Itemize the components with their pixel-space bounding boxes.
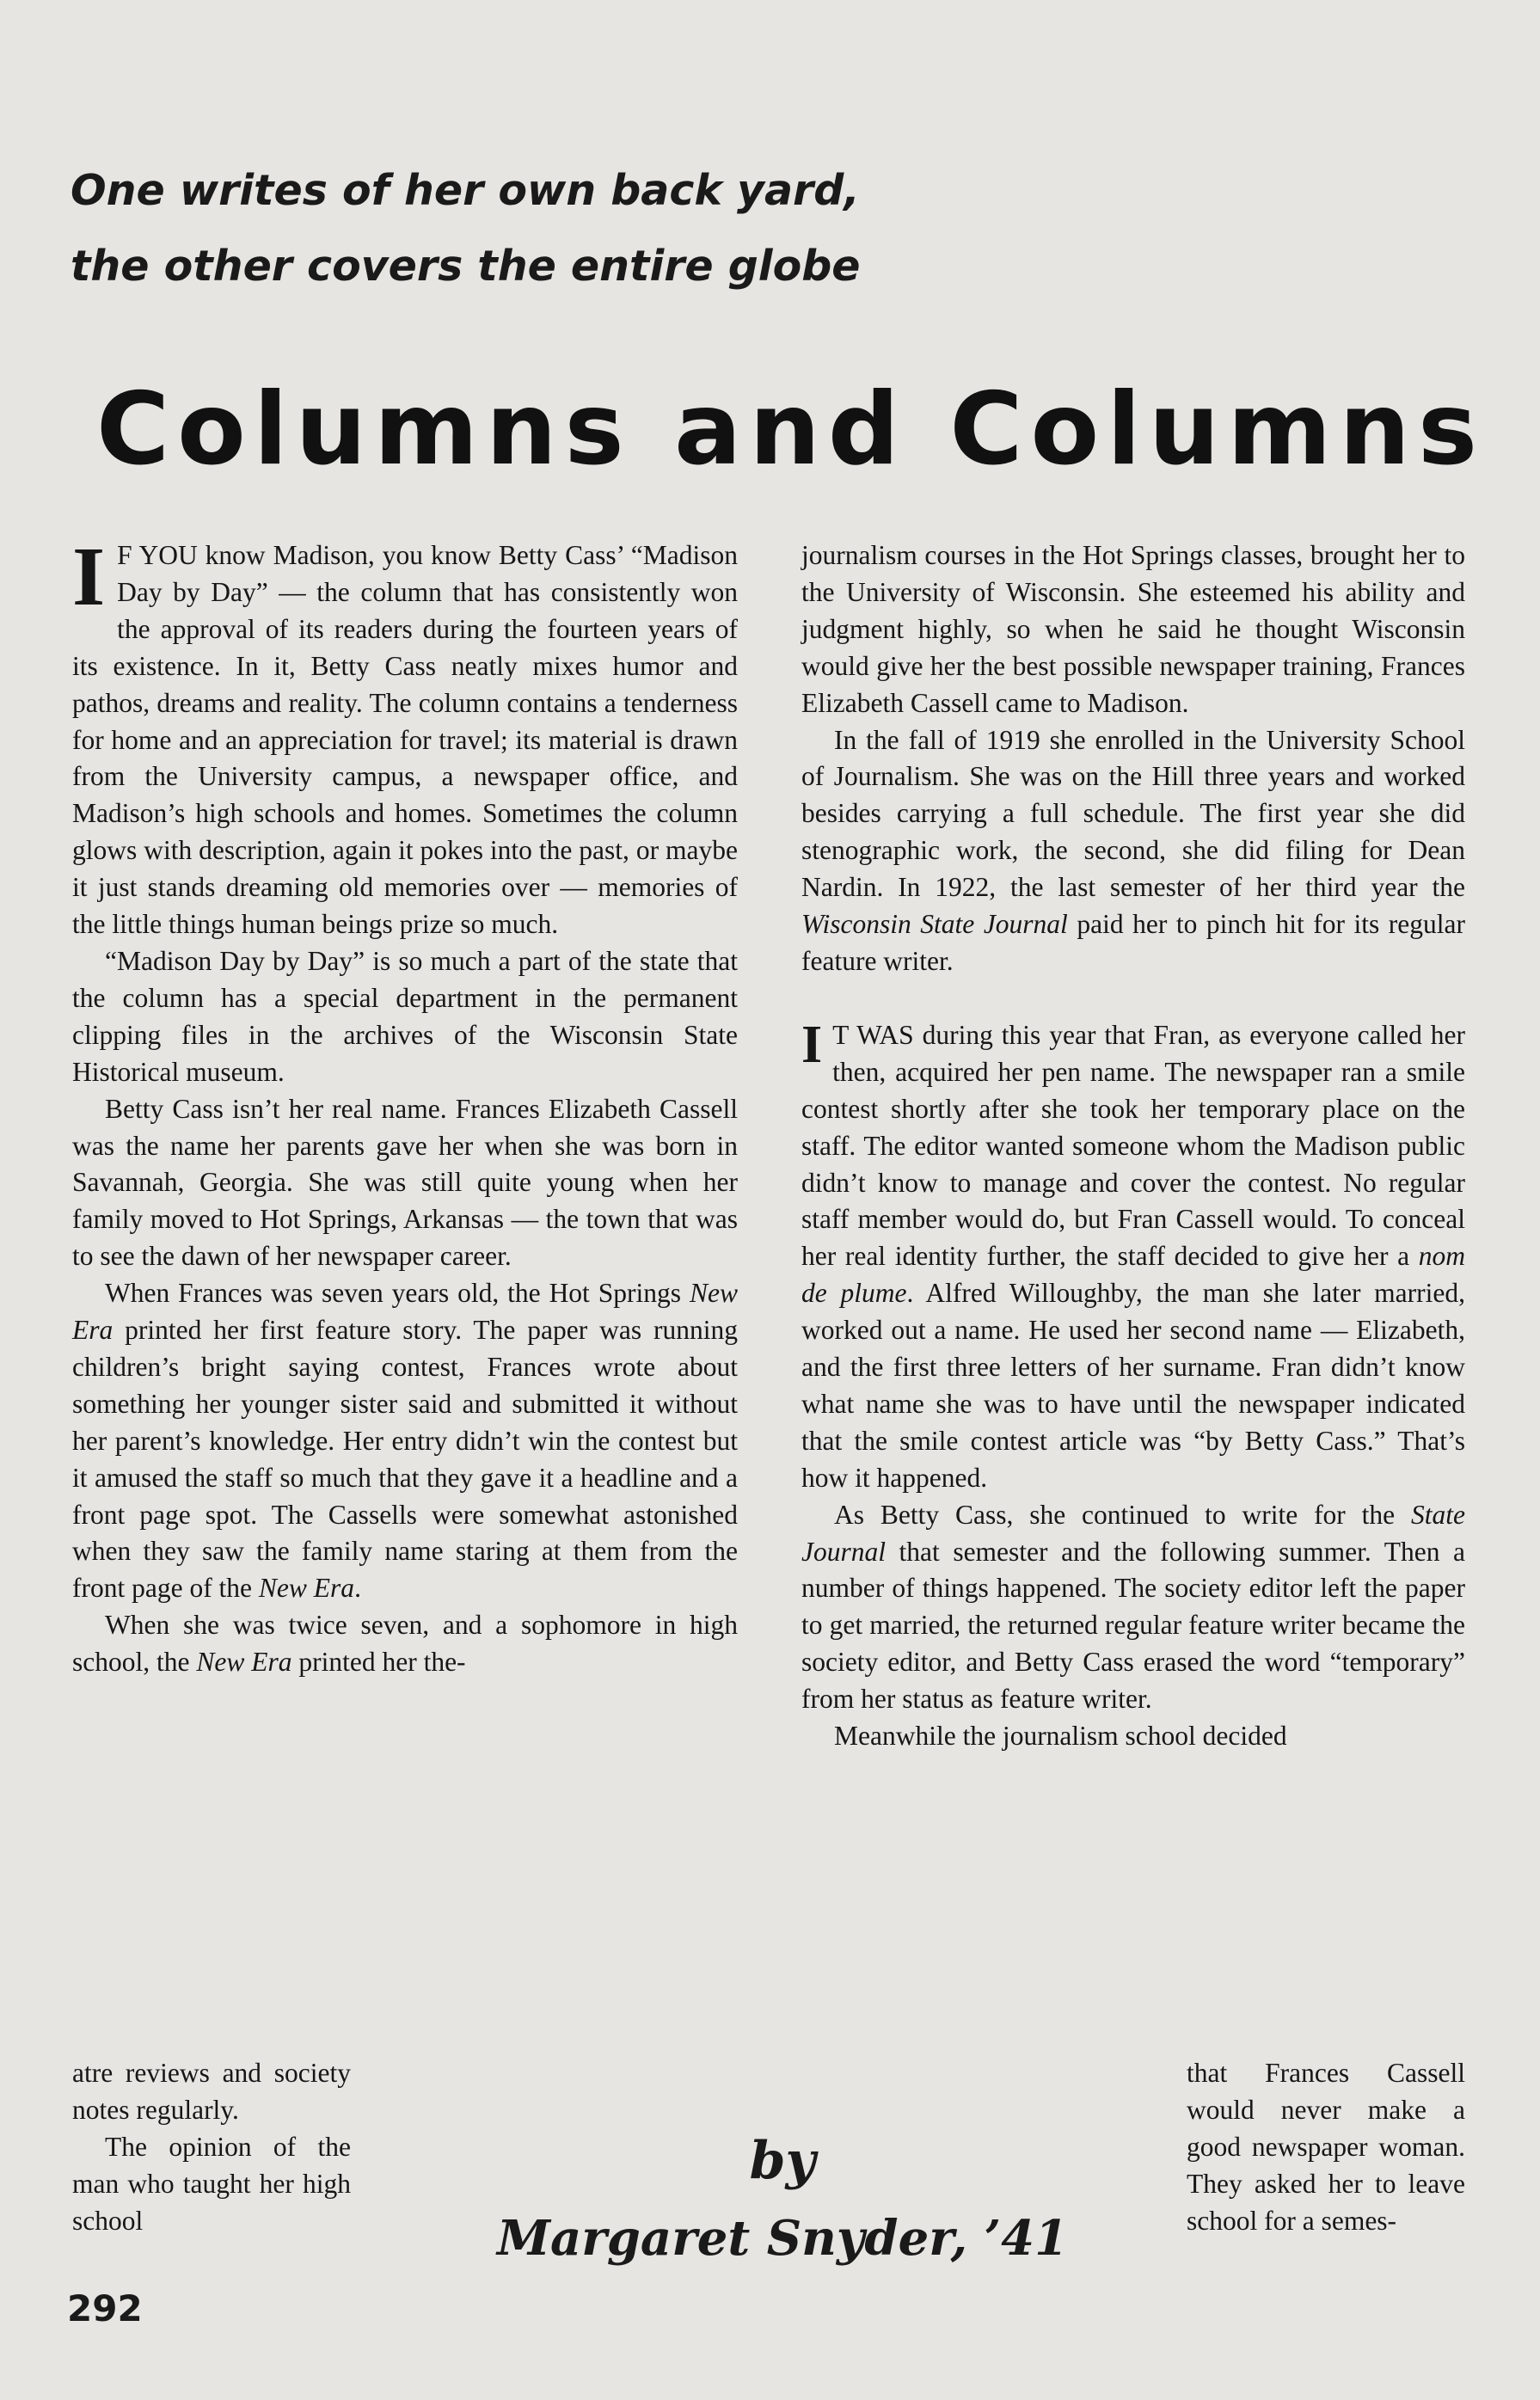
paragraph: I F YOU know Madison, you know Betty Cass’ “Madison Day by Day” — the column that has consistently won the approval of its readers during the fourteen years of its existence. In it, Betty Cass neatly mixes humor and pathos, dreams and reality. The column contains a tenderness for home and an appreciation for travel; its material is drawn from the University campus, a newspaper office, and Madison’s high schools and homes. Sometimes the column glows with description, again it pokes into the past, or maybe it just stands dreaming old memories over — memories of the little things human beings prize so much. [72, 531, 738, 940]
page-number: 292 [67, 2287, 143, 2329]
paragraph: journalism courses in the Hot Springs classes, brought her to the University of Wisconsin. She esteemed his ability and judgment highly, so when he said he thought Wisconsin would give her the best possible newspaper training, Frances Elizabeth Cassell came to Madison. [801, 540, 1465, 718]
drop-cap: I [801, 1015, 823, 1074]
paragraph: Betty Cass isn’t her real name. Frances Elizabeth Cassell was the name her parents gave her when she was born in Savannah, Georgia. She was still quite young when her family moved to Hot Springs, Arkansas — the town that was to see the dawn of her newspaper career. [72, 1093, 738, 1272]
paragraph: The opinion of the man who taught her high school [72, 2131, 351, 2236]
paragraph: Meanwhile the journalism school decided [834, 1721, 1287, 1752]
paragraph: In the fall of 1919 she enrolled in the University School of Journalism. She was on the Hill three years and worked besides carrying a full schedule. The first year she did stenographic work, the second, she did filing for Dean Nardin. In 1922, the last semester of her third year the Wisconsin State Journal paid her to pinch hit for its regular feature writer. [801, 724, 1465, 976]
paragraph: When Frances was seven years old, the Hot Springs New Era printed her first feature story. The paper was running children’s bright saying contest, Frances wrote about something her younger sister said and submitted it without her parent’s knowledge. Her entry didn’t win the contest but it amused the staff so much that they gave it a headline and a front page spot. The Cassells were somewhat astonished when they saw the family name staring at them from the front page of the New Era. [72, 1278, 738, 1604]
headline: Columns and Columns [96, 371, 1485, 488]
paragraph: When she was twice seven, and a sophomore in high school, the New Era printed her the- [72, 1610, 738, 1678]
drop-cap: I [72, 531, 106, 623]
paragraph: atre reviews and society notes regularly. [72, 2058, 351, 2125]
left-column [72, 531, 738, 1681]
kicker [71, 153, 1016, 304]
left-narrow-column [72, 2055, 351, 2240]
right-narrow-column [1187, 2055, 1465, 2240]
right-column [801, 537, 1465, 1755]
byline-by: by [749, 2131, 816, 2191]
paragraph: “Madison Day by Day” is so much a part of the state that the column has a special department in the permanent clipping files in the archives of the Wisconsin State Historical museum. [72, 945, 738, 1087]
kicker-line-1: One writes of her own back yard, [71, 166, 860, 215]
paragraph: I T WAS during this year that Fran, as everyone called her then, acquired her pen name. The newspaper ran a smile contest shortly after she took her temporary place on the staff. The editor wanted someone whom the Madison public didn’t know to manage and cover the contest. No regular staff member would do, but Fran Cassell would. To conceal her real identity further, the staff decided to give her a nom de plume. Alfred Willoughby, the man she later married, worked out a name. He used her second name — Elizabeth, and the first three letters of her surname. Fran didn’t know what name she was to have until the newspaper indicated that the smile contest article was “by Betty Cass.” That’s how it happened. [801, 1015, 1465, 1493]
byline-author: Margaret Snyder, ’41 [497, 2210, 1069, 2267]
paragraph: that Frances Cassell would never make a good newspaper woman. They asked her to leave school for a semes- [1187, 2058, 1465, 2236]
kicker-line-2: the other covers the entire globe [71, 242, 861, 291]
paragraph: As Betty Cass, she continued to write for the State Journal that semester and the following summer. Then a number of things happened. The society editor left the paper to get married, the returned regular feature writer became the society editor, and Betty Cass erased the word “temporary” from her status as feature writer. [801, 1499, 1465, 1715]
